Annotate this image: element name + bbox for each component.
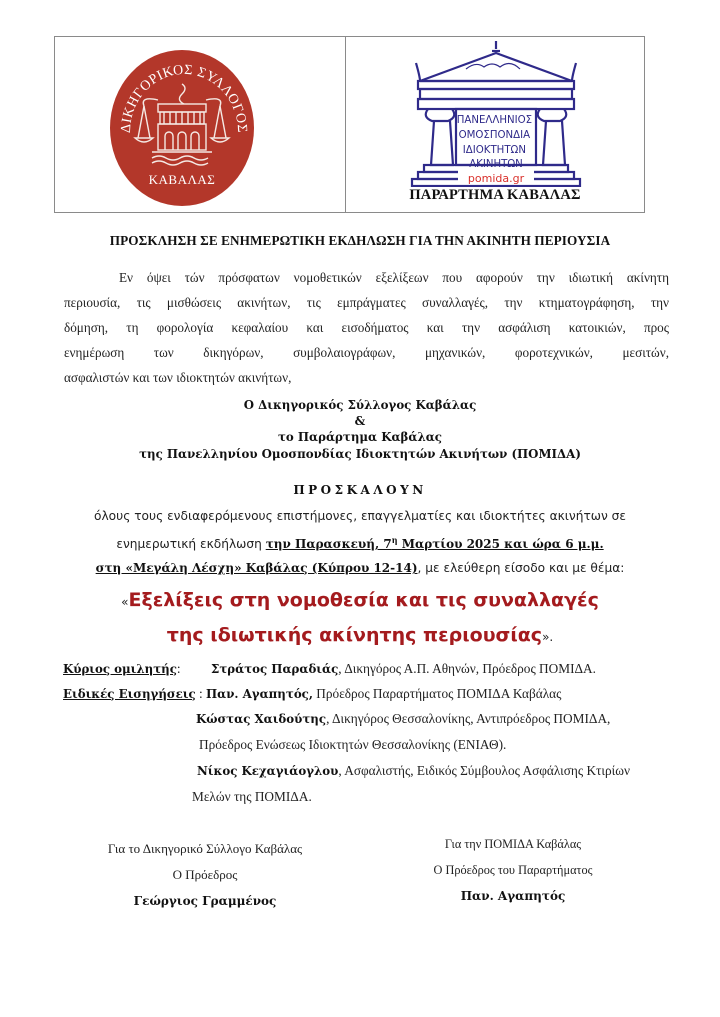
invitation-title: ΠΡΟΣΚΛΗΣΗ ΣΕ ΕΝΗΜΕΡΩΤΙΚΗ ΕΚΔΗΛΩΣΗ ΓΙΑ ΤΗΝ ΑΚΙΝΗΤΗ ΠΕΡΙΟΥΣΙΑ (109, 233, 611, 248)
pomida-website-text: pomida.gr (467, 172, 525, 185)
special-speaker-desc: , Ασφαλιστής, Ειδικός Σύμβουλος Ασφάλισης Κτιρίων (338, 763, 630, 778)
signature-bar-association: Για το Δικηγορικό Σύλλογο Καβάλας Ο Πρόεδρος Γεώργιος Γραμμένος (70, 836, 340, 914)
invite-date-line (0, 535, 720, 551)
organizer-ampersand: & (354, 414, 366, 429)
special-speaker-desc: Πρόεδρος Παραρτήματος ΠΟΜΙΔΑ Καβάλας (312, 686, 562, 701)
special-speaker-desc-cont: Πρόεδρος Ενώσεως Ιδιοκτητών Θεσσαλονίκης (ΕΝΙΑΘ). (199, 737, 507, 752)
invite-venue-suffix: , με ελεύθερη είσοδο και με θέμα: (417, 561, 625, 575)
special-speaker-name: Νίκος Κεχαγιάογλου (197, 764, 339, 778)
special-speaker (197, 763, 630, 779)
special-speaker (196, 711, 610, 727)
main-speaker-row: Κύριος ομιλητής: (63, 661, 181, 676)
open-quote: « (121, 595, 129, 609)
seal-city-text: ΚΑΒΑΛΑΣ (148, 172, 216, 187)
event-theme-line-2: της ιδιωτικής ακίνητης περιουσίας». (166, 624, 554, 646)
pomida-cell (346, 37, 644, 212)
organizer-bar-association: Ο Δικηγορικός Σύλλογος Καβάλας (243, 398, 477, 412)
branch-label: ΠΑΡΑΡΤΗΜΑ ΚΑΒΑΛΑΣ (409, 187, 581, 203)
event-theme-line-1: «Εξελίξεις στη νομοθεσία και τις συναλλαγές (121, 589, 599, 611)
main-speaker-desc: , Δικηγόρος Α.Π. Αθηνών, Πρόεδρος ΠΟΜΙΔΑ. (338, 661, 596, 676)
bar-association-seal-logo (108, 46, 256, 206)
main-speaker-label: Κύριος ομιλητής (63, 662, 177, 676)
organizer-federation: της Πανελληνίου Ομοσπονδίας Ιδιοκτητών Ακινήτων (ΠΟΜΙΔΑ) (139, 446, 581, 461)
intro-line: περιουσία, τις μισθώσεις ακινήτων, τις εμπράγματες συναλλαγές, την κτηματογράφηση, την (64, 295, 669, 310)
intro-line: Εν όψει τών πρόσφατων νομοθετικών εξελίξεων που αφορούν την ιδιωτική ακίνητη (119, 270, 669, 285)
special-speakers-label: Ειδικές Εισηγήσεις (63, 687, 196, 701)
invite-audience-line: όλους τους ενδιαφερόμενους επιστήμονες, επαγγελματίες και ιδιοκτήτες ακινήτων σε (94, 509, 626, 523)
main-speaker (211, 661, 596, 677)
invite-date-prefix: ενημερωτική εκδήλωση (116, 537, 266, 551)
bar-association-cell (55, 37, 346, 212)
signatory-name: Παν. Αγαπητός (460, 889, 566, 903)
signature-pomida: Για την ΠΟΜΙΔΑ Καβάλας Ο Πρόεδρος του Παραρτήματος Παν. Αγαπητός (378, 831, 648, 909)
invite-venue-line (0, 561, 720, 575)
special-speakers-row: Ειδικές Εισηγήσεις : Παν. Αγαπητός, Πρόεδρος Παραρτήματος ΠΟΜΙΔΑ Καβάλας (63, 686, 562, 701)
seal-arc-text: ΔΙΚΗΓΟΡΙΚΟΣ ΣΥΛΛΟΓΟΣ (118, 62, 250, 134)
special-speaker-name: Κώστας Χαιδούτης (196, 712, 327, 726)
event-venue: στη «Μεγάλη Λέσχη» Καβάλας (Κύπρου 12-14) (95, 561, 418, 575)
pomida-temple-logo (406, 39, 586, 187)
signatory-name: Γεώργιος Γραμμένος (133, 894, 277, 908)
intro-line: ασφαλιστών και των ιδιοκτητών ακινήτων, (64, 370, 292, 385)
intro-line: ενημέρωση των δικηγόρων, συμβολαιογράφων, μηχανικών, φοροτεχνικών, μεσιτών, (64, 345, 669, 360)
intro-line: δόμηση, τη φορολογία κεφαλαίου και εισοδήματος και την ασφάλιση κατοικιών, προς (64, 320, 669, 335)
invite-heading: ΠΡΟΣΚΑΛΟΥΝ (293, 483, 427, 497)
close-quote: ». (542, 630, 554, 644)
main-speaker-name: Στράτος Παραδιάς (211, 662, 339, 676)
special-speaker-desc: , Δικηγόρος Θεσσαλονίκης, Αντιπρόεδρος ΠΟΜΙΔΑ, (326, 711, 611, 726)
special-speaker-desc-cont: Μελών της ΠΟΜΙΔΑ. (192, 789, 312, 804)
logo-header-table (54, 36, 645, 213)
organizer-branch: το Παράρτημα Καβάλας (277, 430, 442, 445)
organizers-block (0, 397, 720, 462)
pomida-name-text: ΠΑΝΕΛΛΗΝΙΟΣ ΟΜΟΣΠΟΝΔΙΑ ΙΔΙΟΚΤΗΤΩΝ ΑΚΙΝΗΤΩΝ (456, 115, 533, 170)
event-date: την Παρασκευή, $7^\eta$ Μαρτίου 2025 και ώρα 6 μ.μ. (265, 535, 604, 551)
special-speaker-name: Παν. Αγαπητός, (206, 687, 313, 701)
intro-paragraph (64, 265, 669, 390)
